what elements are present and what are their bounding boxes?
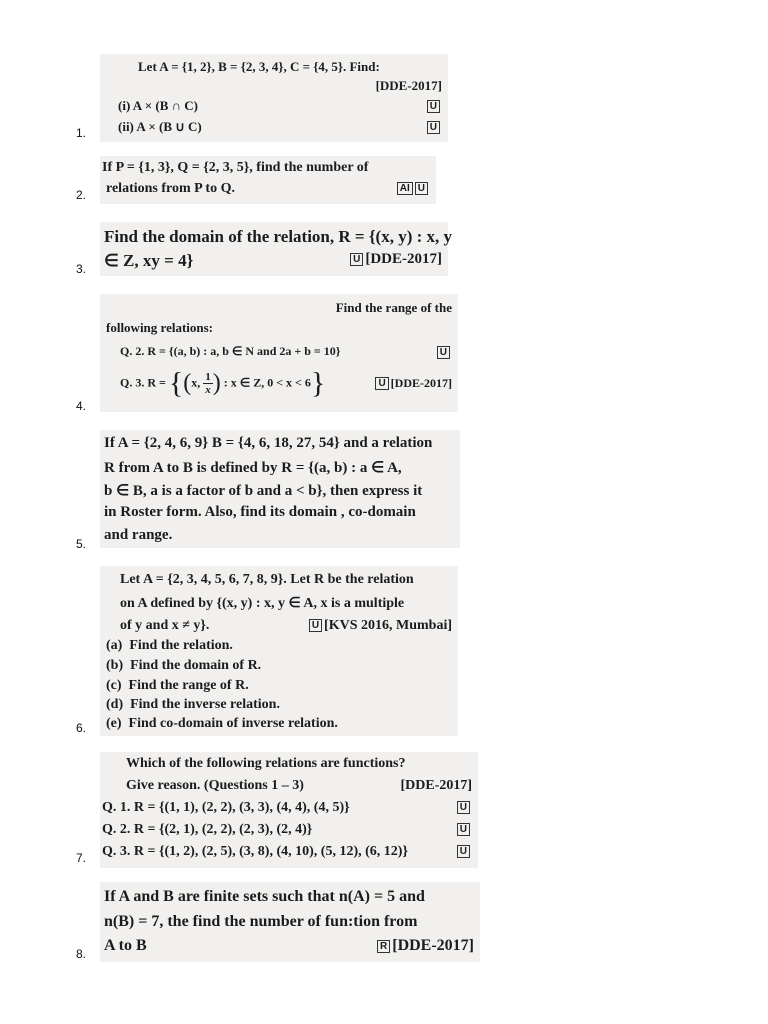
analyse-badge: AI (397, 182, 413, 195)
question-5-clip (100, 430, 460, 548)
q5-line-3: b ∈ B, a is a factor of b and a < b}, then express it (104, 483, 423, 499)
q6-part-d: (d) Find the inverse relation. (106, 697, 280, 712)
q4-heading: Find the range of the (335, 300, 452, 315)
q3-source: [DDE-2017] (365, 251, 442, 267)
q4-subq-3-condition: : x ∈ Z, 0 < x < 6 (223, 375, 311, 390)
q6-line-3: of y and x ≠ y}. (120, 618, 210, 633)
q1-stem: Let A = {1, 2}, B = {2, 3, 4}, C = {4, 5}. Find: (138, 59, 380, 74)
q4-subq-3-prefix: Q. 3. R = (120, 375, 166, 390)
understanding-badge: U (375, 377, 388, 390)
q5-line-4: in Roster form. Also, find its domain , co-domain (104, 504, 416, 520)
q4-heading-cont: following relations: (106, 320, 214, 335)
q1-part-ii: (ii) A × (B ∪ C) (118, 119, 202, 134)
understanding-badge: U (457, 801, 470, 814)
q3-line-1: Find the domain of the relation, R = {(x, y) : x, y (104, 227, 453, 246)
q7-item-2-mark (457, 822, 472, 838)
question-2-clip (100, 156, 436, 204)
q7-item-2: Q. 2. R = {(2, 1), (2, 2), (2, 3), (2, 4)} (102, 822, 313, 837)
q3-marks (350, 251, 442, 268)
question-8-clip (100, 882, 480, 962)
remember-badge: R (377, 940, 390, 953)
q7-item-3-mark (457, 844, 472, 860)
q2-marks (397, 181, 430, 197)
understanding-badge: U (457, 845, 470, 858)
question-number: 6. (76, 721, 87, 735)
q8-line-2: n(B) = 7, the find the number of fun:tion from (104, 913, 418, 930)
q5-line-5: and range. (104, 527, 173, 543)
q8-source: [DDE-2017] (392, 937, 474, 954)
understanding-badge: U (415, 182, 428, 195)
question-7-clip (100, 752, 478, 868)
question-4-clip (100, 294, 458, 412)
q7-source: [DDE-2017] (400, 778, 472, 793)
q6-part-a: (a) Find the relation. (106, 638, 233, 653)
fraction (203, 371, 213, 396)
pair-paren: ( (183, 370, 192, 396)
fraction-numerator: 1 (205, 371, 211, 383)
q7-item-1: Q. 1. R = {(1, 1), (2, 2), (3, 3), (4, 4), (4, 5)} (102, 800, 350, 815)
q2-line-2: relations from P to Q. (106, 181, 235, 196)
q8-marks (377, 937, 474, 955)
q8-line-3: A to B (104, 937, 147, 954)
q6-part-e: (e) Find co-domain of inverse relation. (106, 716, 338, 731)
q8-line-1: If A and B are finite sets such that n(A) = 5 and (104, 888, 425, 905)
q5-line-1: If A = {2, 4, 6, 9} B = {4, 6, 18, 27, 54} and a relation (104, 435, 433, 451)
q3-line-2: ∈ Z, xy = 4} (104, 251, 194, 270)
q6-marks (309, 618, 452, 634)
question-number: 5. (76, 537, 87, 551)
set-brace: { (168, 366, 184, 400)
question-number: 3. (76, 262, 87, 276)
q1-part-ii-mark (427, 119, 442, 135)
q7-line-2: Give reason. (Questions 1 – 3) (126, 778, 304, 793)
q6-line-2: on A defined by {(x, y) : x, y ∈ A, x is a multiple (120, 596, 405, 611)
q4-subq-3-source: [DDE-2017] (390, 376, 452, 390)
understanding-badge: U (309, 619, 322, 632)
fraction-denominator: x (205, 384, 211, 396)
question-number: 1. (76, 126, 87, 140)
q2-line-1: If P = {1, 3}, Q = {2, 3, 5}, find the number of (102, 160, 369, 175)
q6-line-1: Let A = {2, 3, 4, 5, 6, 7, 8, 9}. Let R be the relation (120, 572, 414, 587)
q7-line-1: Which of the following relations are functions? (126, 756, 406, 771)
question-6-clip (100, 566, 458, 736)
understanding-badge: U (350, 253, 363, 266)
question-number: 7. (76, 851, 87, 865)
q4-subq-3-marks (375, 376, 452, 391)
understanding-badge: U (457, 823, 470, 836)
pair-paren: ) (212, 370, 221, 396)
question-3-clip (100, 222, 453, 276)
q4-subq-2-mark (437, 344, 452, 360)
understanding-badge: U (427, 121, 440, 134)
question-number: 2. (76, 188, 87, 202)
q4-subq-2: Q. 2. R = {(a, b) : a, b ∈ N and 2a + b = 10} (120, 344, 341, 358)
q1-part-i-mark (427, 98, 442, 114)
q7-item-1-mark (457, 800, 472, 816)
understanding-badge: U (437, 346, 450, 359)
understanding-badge: U (427, 100, 440, 113)
q6-part-b: (b) Find the domain of R. (106, 658, 262, 673)
question-1-clip (100, 54, 448, 142)
set-brace: } (310, 366, 326, 400)
q1-source: [DDE-2017] (375, 78, 442, 93)
q7-item-3: Q. 3. R = {(1, 2), (2, 5), (3, 8), (4, 10), (5, 12), (6, 12)} (102, 844, 408, 859)
q4-subq-3 (120, 366, 326, 400)
question-number: 4. (76, 399, 87, 413)
q6-source: [KVS 2016, Mumbai] (324, 618, 452, 633)
q5-line-2: R from A to B is defined by R = {(a, b) : a ∈ A, (104, 460, 402, 476)
q1-part-i: (i) A × (B ∩ C) (118, 98, 198, 113)
q6-part-c: (c) Find the range of R. (106, 678, 249, 693)
q4-subq-3-x: x, (191, 375, 201, 390)
question-number: 8. (76, 947, 87, 961)
